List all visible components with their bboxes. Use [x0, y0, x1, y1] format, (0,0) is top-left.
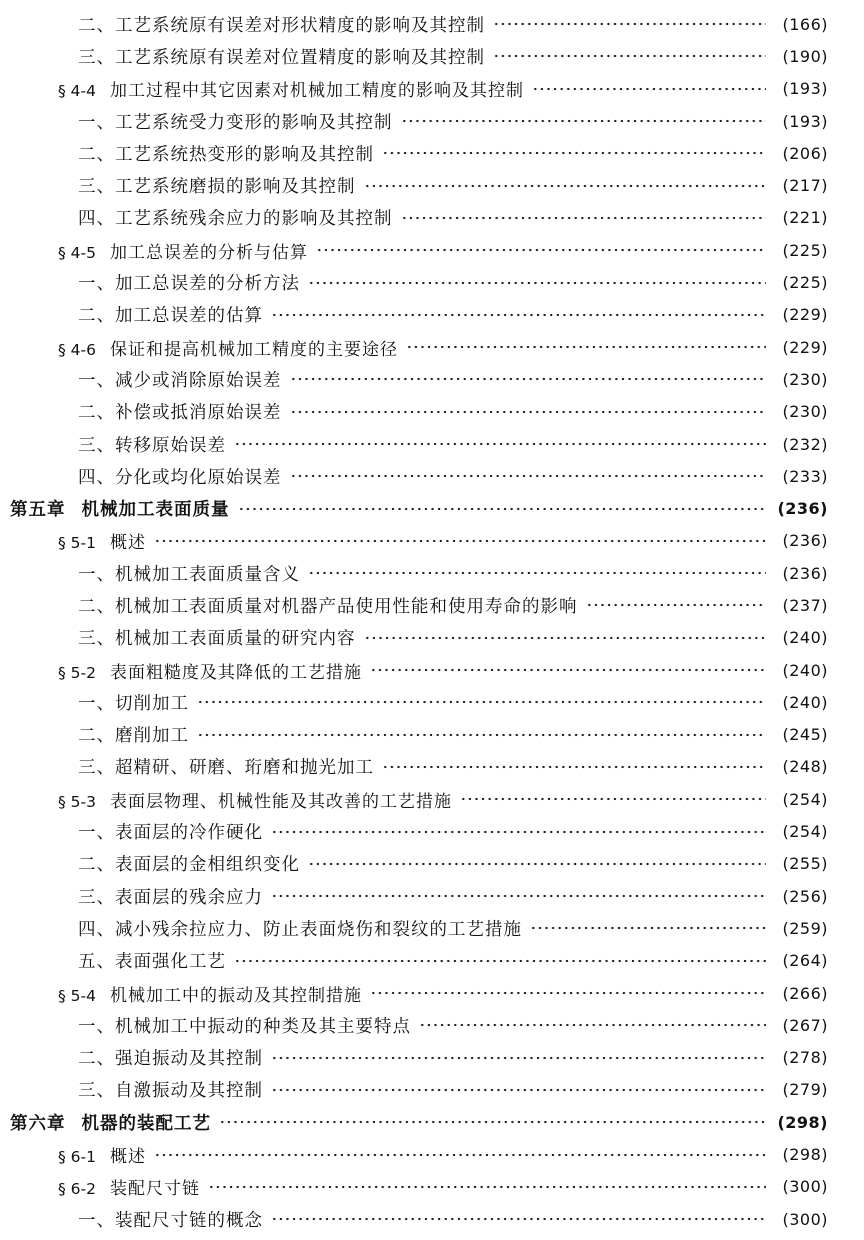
page-number: (236) — [777, 499, 828, 519]
page-number: (245) — [782, 725, 828, 745]
toc-entry-item[interactable] — [0, 686, 864, 718]
toc-entry-item[interactable] — [0, 428, 864, 460]
toc-entry-label — [78, 464, 282, 489]
item-title: 三、表面层的残余应力 — [78, 887, 263, 908]
section-number: § 4-6 — [58, 340, 96, 359]
page-number: (229) — [782, 305, 828, 325]
page-number: (298) — [777, 1112, 828, 1132]
page-number: (240) — [782, 660, 828, 680]
toc-entry-item[interactable] — [0, 1203, 864, 1235]
page-number: (236) — [782, 563, 828, 583]
toc-entry-label — [78, 173, 356, 198]
item-title: 一、加工总误差的分析方法 — [78, 274, 300, 295]
item-title: 二、工艺系统原有误差对形状精度的影响及其控制 — [78, 15, 485, 36]
item-title: 二、强迫振动及其控制 — [78, 1049, 263, 1070]
page-number: (279) — [782, 1080, 828, 1100]
dot-leader — [532, 80, 766, 98]
toc-entry-section[interactable] — [0, 654, 864, 686]
page-number: (236) — [782, 531, 828, 551]
chapter-title: 机器的装配工艺 — [81, 1113, 211, 1134]
toc-entry-section[interactable] — [0, 1171, 864, 1203]
toc-entry-label — [58, 658, 362, 683]
dot-leader — [419, 1016, 766, 1034]
page-number: (240) — [782, 628, 828, 648]
item-title: 一、切削加工 — [78, 693, 189, 714]
toc-entry-item[interactable] — [0, 1042, 864, 1074]
item-title: 一、装配尺寸链的概念 — [78, 1210, 263, 1231]
toc-entry-item[interactable] — [0, 622, 864, 654]
item-title: 二、磨削加工 — [78, 726, 189, 747]
page-number: (230) — [782, 402, 828, 422]
page-number: (300) — [782, 1209, 828, 1229]
item-title: 五、表面强化工艺 — [78, 952, 226, 973]
toc-entry-item[interactable] — [0, 105, 864, 137]
toc-entry-label — [78, 1045, 263, 1070]
section-number: § 6-2 — [58, 1180, 96, 1199]
page-number: (264) — [782, 951, 828, 971]
item-title: 四、分化或均化原始误差 — [78, 467, 282, 488]
toc-entry-label — [78, 884, 263, 909]
toc-entry-label — [78, 916, 522, 941]
toc-entry-label — [10, 1110, 211, 1135]
toc-entry-label — [78, 851, 300, 876]
toc-entry-label — [78, 1013, 411, 1038]
toc-entry-item[interactable] — [0, 169, 864, 201]
section-number: § 4-5 — [58, 243, 96, 262]
toc-entry-item[interactable] — [0, 751, 864, 783]
toc-entry-item[interactable] — [0, 137, 864, 169]
dot-leader — [271, 1210, 766, 1228]
dot-leader — [370, 984, 766, 1002]
page-number: (190) — [782, 46, 828, 66]
chapter-title: 机械加工表面质量 — [81, 500, 230, 521]
item-title: 四、工艺系统残余应力的影响及其控制 — [78, 209, 393, 230]
dot-leader — [208, 1178, 766, 1196]
page-number: (166) — [782, 14, 828, 34]
toc-entry-label — [78, 270, 300, 295]
dot-leader — [271, 306, 766, 324]
toc-entry-section[interactable] — [0, 331, 864, 363]
page-number: (254) — [782, 822, 828, 842]
toc-entry-label — [78, 690, 189, 715]
dot-leader — [364, 177, 767, 195]
toc-entry-section[interactable] — [0, 73, 864, 105]
item-title: 二、补偿或抵消原始误差 — [78, 403, 282, 424]
dot-leader — [290, 370, 767, 388]
toc-entry-label — [78, 205, 393, 230]
toc-entry-label — [58, 238, 308, 263]
dot-leader — [290, 403, 767, 421]
toc-entry-label — [78, 754, 374, 779]
dot-leader — [308, 274, 766, 292]
dot-leader — [401, 209, 767, 227]
dot-leader — [271, 823, 766, 841]
toc-entry-item[interactable] — [0, 945, 864, 977]
item-title: 四、减小残余拉应力、防止表面烧伤和裂纹的工艺措施 — [78, 919, 522, 940]
dot-leader — [197, 693, 766, 711]
dot-leader — [370, 661, 766, 679]
dot-leader — [364, 629, 767, 647]
dot-leader — [406, 338, 766, 356]
toc-entry-item[interactable] — [0, 396, 864, 428]
toc-entry-label — [10, 496, 230, 521]
toc-entry-label — [78, 1077, 263, 1102]
page-number: (217) — [782, 176, 828, 196]
dot-leader — [530, 919, 766, 937]
toc-entry-item[interactable] — [0, 557, 864, 589]
page-number: (233) — [782, 466, 828, 486]
dot-leader — [154, 532, 766, 550]
section-number: § 5-3 — [58, 792, 96, 811]
page-number: (229) — [782, 337, 828, 357]
toc-entry-chapter[interactable] — [0, 1106, 864, 1138]
dot-leader — [308, 564, 766, 582]
item-title: 二、加工总误差的估算 — [78, 306, 263, 327]
page-number: (225) — [782, 240, 828, 260]
dot-leader — [154, 1146, 766, 1164]
dot-leader — [234, 952, 766, 970]
page-number: (254) — [782, 789, 828, 809]
dot-leader — [493, 47, 766, 65]
dot-leader — [382, 144, 766, 162]
section-number: § 5-2 — [58, 663, 96, 682]
page-number: (230) — [782, 369, 828, 389]
toc-entry-item[interactable] — [0, 266, 864, 298]
toc-entry-label — [78, 302, 263, 327]
item-title: 一、减少或消除原始误差 — [78, 370, 282, 391]
toc-entry-label — [78, 561, 300, 586]
page-number: (232) — [782, 434, 828, 454]
item-title: 一、工艺系统受力变形的影响及其控制 — [78, 112, 393, 133]
page-number: (266) — [782, 983, 828, 1003]
toc-entry-label — [78, 722, 189, 747]
toc-entry-label — [78, 625, 356, 650]
section-number: § 6-1 — [58, 1148, 96, 1167]
page-number: (193) — [782, 111, 828, 131]
section-title: 机械加工中的振动及其控制措施 — [110, 985, 362, 1006]
item-title: 二、工艺系统热变形的影响及其控制 — [78, 144, 374, 165]
toc-entry-label — [58, 1174, 200, 1199]
dot-leader — [271, 887, 766, 905]
chapter-number: 第六章 — [10, 1113, 66, 1134]
toc-entry-label — [78, 948, 226, 973]
toc-entry-item[interactable] — [0, 912, 864, 944]
toc-entry-label — [78, 109, 393, 134]
dot-leader — [238, 500, 767, 518]
item-title: 三、转移原始误差 — [78, 435, 226, 456]
page-number: (267) — [782, 1015, 828, 1035]
dot-leader — [586, 596, 767, 614]
dot-leader — [271, 1049, 766, 1067]
section-number: § 5-4 — [58, 986, 96, 1005]
dot-leader — [382, 758, 766, 776]
dot-leader — [308, 855, 766, 873]
toc-entry-item[interactable] — [0, 40, 864, 72]
section-title: 保证和提高机械加工精度的主要途径 — [110, 339, 398, 360]
toc-entry-item[interactable] — [0, 815, 864, 847]
page-number: (256) — [782, 886, 828, 906]
toc-entry-item[interactable] — [0, 8, 864, 40]
dot-leader — [197, 726, 766, 744]
toc-entry-label — [78, 44, 485, 69]
toc-entry-item[interactable] — [0, 589, 864, 621]
item-title: 三、机械加工表面质量的研究内容 — [78, 629, 356, 650]
toc-entry-label — [78, 819, 263, 844]
toc-entry-label — [78, 593, 578, 618]
dot-leader — [401, 112, 767, 130]
section-title: 表面层物理、机械性能及其改善的工艺措施 — [110, 791, 452, 812]
page-number: (221) — [782, 208, 828, 228]
toc-entry-label — [78, 12, 485, 37]
toc-entry-label — [58, 76, 524, 101]
toc-entry-item[interactable] — [0, 880, 864, 912]
dot-leader — [234, 435, 766, 453]
toc-entry-section[interactable] — [0, 783, 864, 815]
page-number: (248) — [782, 757, 828, 777]
toc-entry-item[interactable] — [0, 719, 864, 751]
toc-entry-section[interactable] — [0, 977, 864, 1009]
page-number: (300) — [782, 1177, 828, 1197]
toc-entry-label — [78, 432, 226, 457]
section-title: 加工总误差的分析与估算 — [110, 242, 308, 263]
toc-entry-item[interactable] — [0, 363, 864, 395]
section-number: § 4-4 — [58, 82, 96, 101]
toc-entry-label — [78, 367, 282, 392]
item-title: 一、表面层的冷作硬化 — [78, 823, 263, 844]
toc-entry-label — [58, 1142, 146, 1167]
toc-entry-section[interactable] — [0, 1138, 864, 1170]
item-title: 二、表面层的金相组织变化 — [78, 855, 300, 876]
toc-entry-label — [78, 1207, 263, 1232]
item-title: 三、工艺系统磨损的影响及其控制 — [78, 177, 356, 198]
page-number: (206) — [782, 143, 828, 163]
toc-entry-item[interactable] — [0, 1074, 864, 1106]
item-title: 三、超精研、研磨、珩磨和抛光加工 — [78, 758, 374, 779]
section-title: 加工过程中其它因素对机械加工精度的影响及其控制 — [110, 81, 524, 102]
page-number: (225) — [782, 273, 828, 293]
item-title: 三、工艺系统原有误差对位置精度的影响及其控制 — [78, 47, 485, 68]
section-title: 表面粗糙度及其降低的工艺措施 — [110, 662, 362, 683]
toc-entry-item[interactable] — [0, 299, 864, 331]
toc-entry-label — [78, 141, 374, 166]
toc-entry-item[interactable] — [0, 848, 864, 880]
page-number: (237) — [782, 595, 828, 615]
toc-entry-label — [58, 335, 398, 360]
toc-entry-label — [58, 787, 452, 812]
item-title: 三、自激振动及其控制 — [78, 1081, 263, 1102]
dot-leader — [316, 241, 766, 259]
toc-entry-item[interactable] — [0, 460, 864, 492]
toc-entry-item[interactable] — [0, 202, 864, 234]
dot-leader — [219, 1113, 766, 1131]
toc-entry-section[interactable] — [0, 525, 864, 557]
item-title: 二、机械加工表面质量对机器产品使用性能和使用寿命的影响 — [78, 596, 578, 617]
section-title: 概述 — [110, 1147, 146, 1168]
toc-entry-chapter[interactable] — [0, 492, 864, 524]
toc-entry-label — [78, 399, 282, 424]
toc-entry-label — [58, 528, 146, 553]
page-number: (298) — [782, 1145, 828, 1165]
page-number: (259) — [782, 918, 828, 938]
section-title: 装配尺寸链 — [110, 1179, 200, 1200]
section-title: 概述 — [110, 533, 146, 554]
toc-entry-item[interactable] — [0, 1009, 864, 1041]
page-number: (193) — [782, 79, 828, 99]
page-number: (240) — [782, 692, 828, 712]
dot-leader — [290, 467, 767, 485]
dot-leader — [460, 790, 766, 808]
page-number: (255) — [782, 854, 828, 874]
toc-entry-label — [58, 981, 362, 1006]
chapter-number: 第五章 — [10, 500, 66, 521]
page-number: (278) — [782, 1048, 828, 1068]
dot-leader — [493, 15, 766, 33]
section-number: § 5-1 — [58, 534, 96, 553]
dot-leader — [271, 1081, 766, 1099]
item-title: 一、机械加工表面质量含义 — [78, 564, 300, 585]
toc-entry-section[interactable] — [0, 234, 864, 266]
item-title: 一、机械加工中振动的种类及其主要特点 — [78, 1016, 411, 1037]
